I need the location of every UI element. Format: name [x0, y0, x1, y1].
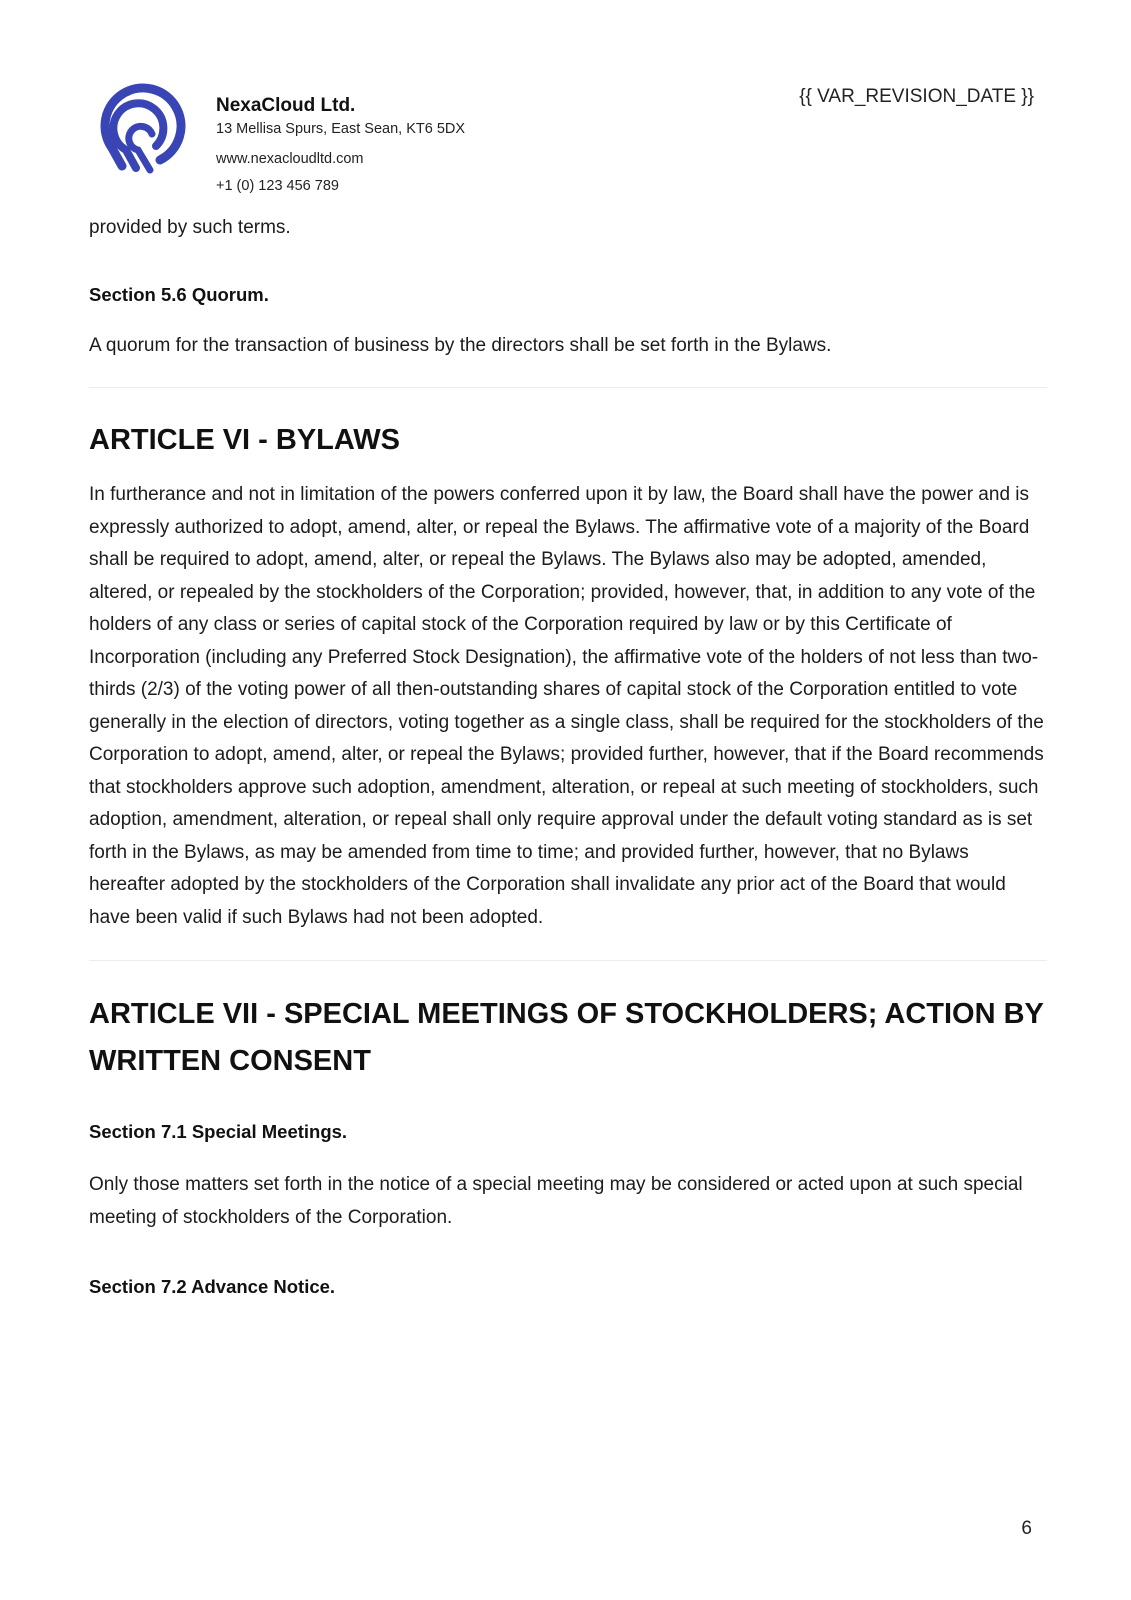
page-number: 6	[1021, 1518, 1032, 1539]
section-5-6-body: A quorum for the transaction of business by the directors shall be set forth in the Bylaws.	[89, 334, 832, 356]
document-body	[89, 212, 1047, 1300]
continuation-text: provided by such terms.	[89, 217, 291, 238]
section-5-6-heading: Section 5.6 Quorum.	[89, 283, 269, 305]
company-info	[216, 94, 465, 196]
divider	[89, 387, 1047, 388]
company-name: NexaCloud Ltd.	[216, 95, 356, 116]
nexacloud-logo-icon	[98, 78, 190, 178]
section-7-1-heading: Section 7.1 Special Meetings.	[89, 1121, 348, 1142]
article-7-heading: ARTICLE VII - SPECIAL MEETINGS OF STOCKHOLDERS; ACTION BY WRITTEN CONSENT	[89, 998, 1044, 1077]
section-7-2-heading: Section 7.2 Advance Notice.	[89, 1276, 336, 1297]
article-6-body: In furtherance and not in limitation of the powers conferred upon it by law, the Board shall have the power and is expressly authorized to adopt, amend, alter, or repeal the Bylaws. The affirmative vote of a majority of the Board shall be required to adopt, amend, alter, or repeal the Bylaws. The Bylaws also may be adopted, amended, altered, or repealed by the stockholders of the Corporation; provided, however, that, in addition to any vote of the holders of any class or series of capital stock of the Corporation required by law or by this Certificate of Incorporation (including any Preferred Stock Designation), the affirmative vote of the holders of not less than two-thirds (2/3) of the voting power of all then-outstanding shares of capital stock of the Corporation entitled to vote generally in the election of directors, voting together as a single class, shall be required for the stockholders of the Corporation to adopt, amend, alter, or repeal the Bylaws; provided further, however, that if the Board recommends that stockholders approve such adoption, amendment, alteration, or repeal at such meeting of stockholders, such adoption, amendment, alteration, or repeal shall only require approval under the default voting standard as is set forth in the Bylaws, as may be amended from time to time; and provided further, however, that no Bylaws hereafter adopted by the stockholders of the Corporation shall invalidate any prior act of the Board that would have been valid if such Bylaws had not been adopted.	[89, 484, 1044, 928]
section-7-1-body: Only those matters set forth in the notice of a special meeting may be considered or acted upon at such special meeting of stockholders of the Corporation.	[89, 1174, 1023, 1228]
divider	[89, 960, 1047, 961]
company-phone: +1 (0) 123 456 789	[216, 178, 339, 194]
article-6-heading: ARTICLE VI - BYLAWS	[89, 424, 400, 456]
company-address: 13 Mellisa Spurs, East Sean, KT6 5DX	[216, 121, 466, 137]
revision-date: {{ VAR_REVISION_DATE }}	[799, 86, 1034, 107]
company-website: www.nexacloudltd.com	[216, 151, 364, 167]
